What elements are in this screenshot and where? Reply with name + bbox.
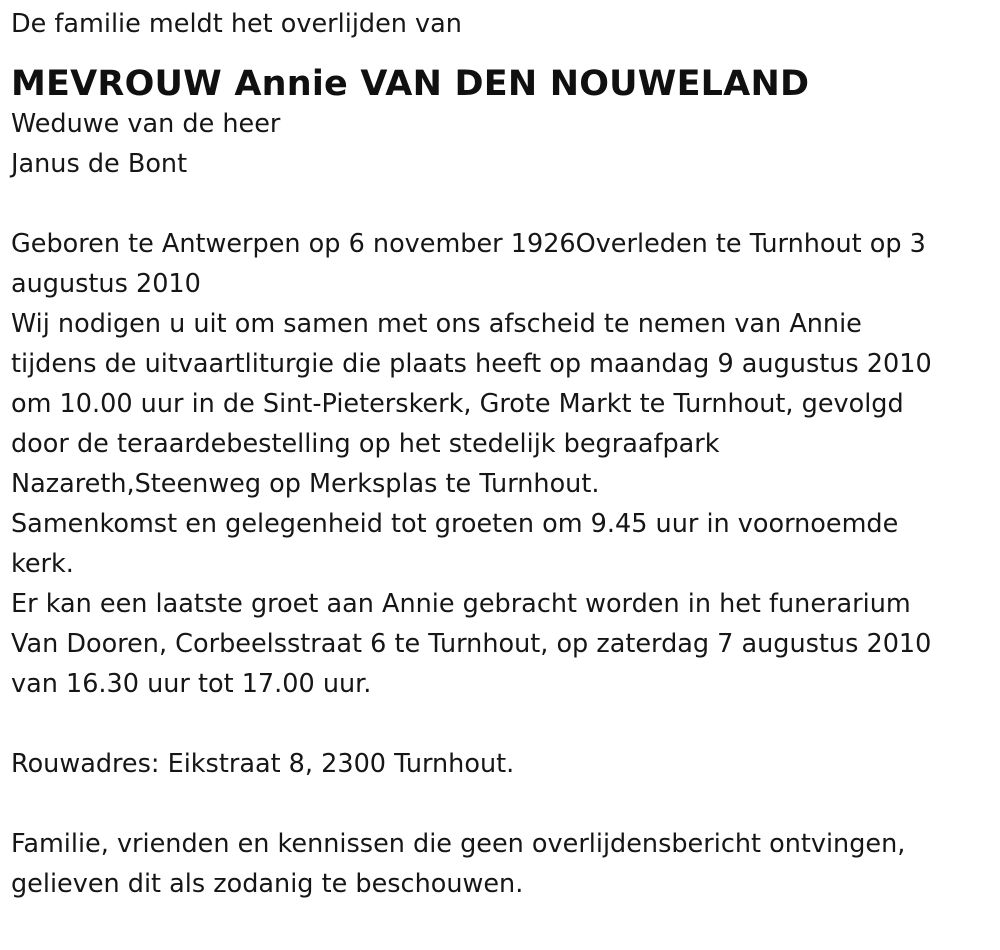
body-line: Geboren te Antwerpen op 6 november 1926Overleden te Turnhout op 3 <box>11 229 926 259</box>
spacer <box>11 784 986 824</box>
body-line: Nazareth,Steenweg op Merksplas te Turnhout. <box>11 469 600 499</box>
body-line: Van Dooren, Corbeelsstraat 6 te Turnhout, op zaterdag 7 augustus 2010 <box>11 629 932 659</box>
spouse-line-2: Janus de Bont <box>11 149 188 179</box>
closing-line: Familie, vrienden en kennissen die geen overlijdensbericht ontvingen, <box>11 829 906 859</box>
obituary-notice <box>11 4 986 904</box>
mourning-address: Rouwadres: Eikstraat 8, 2300 Turnhout. <box>11 749 515 779</box>
body-line: tijdens de uitvaartliturgie die plaats heeft op maandag 9 augustus 2010 <box>11 349 932 379</box>
body-line: om 10.00 uur in de Sint-Pieterskerk, Grote Markt te Turnhout, gevolgd <box>11 389 904 419</box>
body-line: door de teraardebestelling op het stedelijk begraafpark <box>11 429 720 459</box>
body-line: augustus 2010 <box>11 269 201 299</box>
deceased-name-heading: MEVROUW Annie VAN DEN NOUWELAND <box>11 64 810 104</box>
body-line: Wij nodigen u uit om samen met ons afscheid te nemen van Annie <box>11 309 862 339</box>
spouse-line-1: Weduwe van de heer <box>11 109 281 139</box>
obituary-body <box>11 224 986 704</box>
body-line: van 16.30 uur tot 17.00 uur. <box>11 669 372 699</box>
intro-text: De familie meldt het overlijden van <box>11 9 462 39</box>
spacer <box>11 704 986 744</box>
closing-line: gelieven dit als zodanig te beschouwen. <box>11 869 524 899</box>
spacer <box>11 184 986 224</box>
body-line: Er kan een laatste groet aan Annie gebracht worden in het funerarium <box>11 589 911 619</box>
body-line: Samenkomst en gelegenheid tot groeten om 9.45 uur in voornoemde <box>11 509 899 539</box>
body-line: kerk. <box>11 549 74 579</box>
